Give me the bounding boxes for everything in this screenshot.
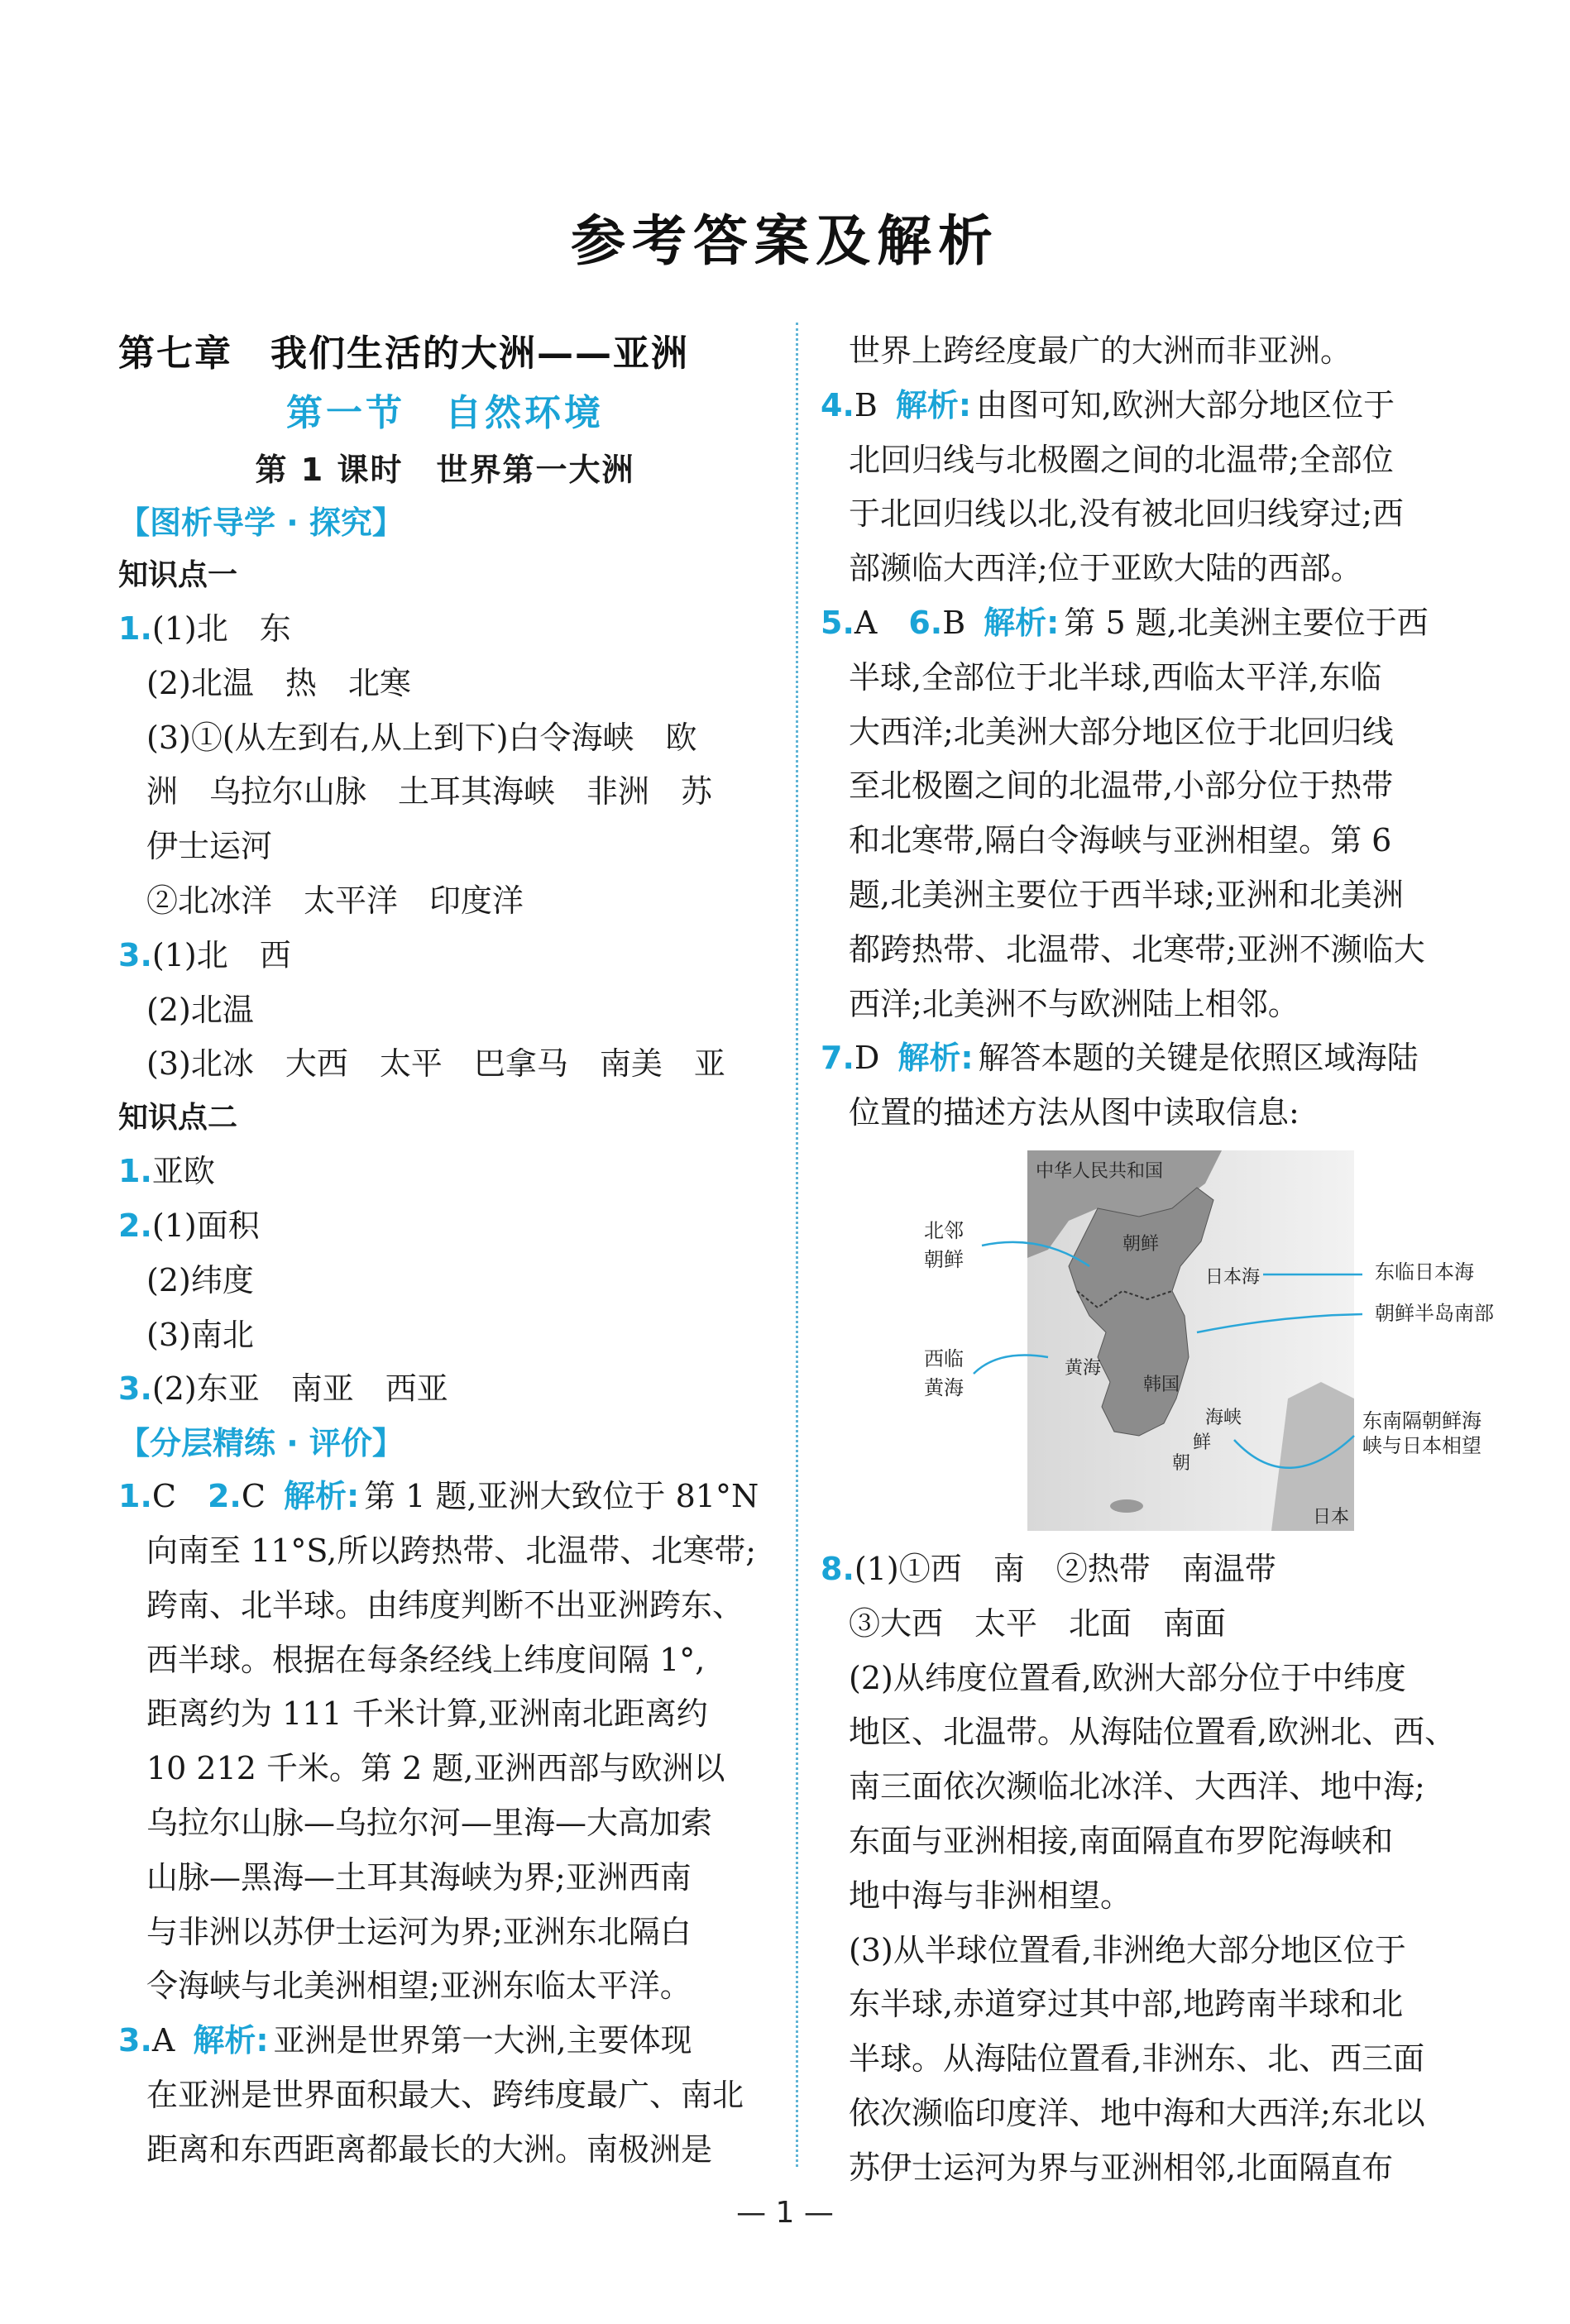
question-number: 4. <box>821 386 854 423</box>
choice-letter: C <box>241 1478 266 1515</box>
lesson-heading: 第 1 课时 世界第一大洲 <box>255 452 635 488</box>
choice-letter: B <box>942 604 966 641</box>
answer-item <box>118 1145 772 1199</box>
ann-east: 东临日本海 <box>1375 1260 1474 1284</box>
answer-line: 位置的描述方法从图中读取信息: <box>849 1094 1300 1131</box>
answer-line: 东面与亚洲相接,南面隔直布罗陀海峡和 <box>849 1822 1394 1859</box>
left-column <box>118 324 772 2178</box>
answer-line: 跨南、北半球。由纬度判断不出亚洲跨东、 <box>146 1586 744 1623</box>
answer-line: 部濒临大西洋;位于亚欧大陆的西部。 <box>849 550 1362 587</box>
knowledge-point-heading: 知识点二 <box>118 1101 238 1136</box>
choice-answer <box>118 2014 772 2068</box>
analysis-label: 解析: <box>193 2022 269 2059</box>
ann-west-2: 黄海 <box>924 1375 964 1399</box>
item-number: 8. <box>821 1550 854 1587</box>
item-number: 3. <box>118 936 152 973</box>
korea-map <box>924 1150 1503 1531</box>
choice-letter: C <box>151 1478 176 1515</box>
answer-line: (3)南北 <box>146 1316 254 1353</box>
item-number: 2. <box>118 1207 152 1244</box>
answer-line: 南三面依次濒临北冰洋、大西洋、地中海; <box>849 1768 1425 1805</box>
choice-letter: B <box>854 386 878 423</box>
section-heading: 第一节 自然环境 <box>286 392 604 434</box>
analysis-text: 解答本题的关键是依照区域海陆 <box>978 1040 1419 1077</box>
question-number: 1. <box>118 1478 152 1515</box>
subsection-heading: 【分层精练 · 评价】 <box>118 1425 404 1462</box>
analysis-text: 第 1 题,亚洲大致位于 81°N <box>364 1478 759 1515</box>
answer-line: (2)纬度 <box>146 1261 254 1298</box>
ann-north-2: 朝鲜 <box>924 1247 964 1271</box>
question-number: 2. <box>207 1478 242 1515</box>
item-text: (1)北 东 <box>151 610 291 647</box>
choice-answer <box>821 379 1459 433</box>
ann-west-1: 西临 <box>924 1346 964 1370</box>
answer-line: ②北冰洋 太平洋 印度洋 <box>146 882 524 919</box>
left-answer-list <box>118 496 772 2178</box>
analysis-label: 解析: <box>897 1040 974 1077</box>
answer-line: 于北回归线以北,没有被北回归线穿过;西 <box>849 495 1404 533</box>
item-text: 亚欧 <box>151 1153 215 1190</box>
answer-line: 地区、北温带。从海陆位置看,欧洲北、西、 <box>849 1714 1457 1751</box>
choice-answer <box>118 1470 772 1524</box>
page-title: 参考答案及解析 <box>571 209 999 273</box>
answer-item <box>118 1362 772 1417</box>
question-number: 7. <box>821 1040 854 1077</box>
column-divider <box>796 323 798 2167</box>
right-column <box>821 324 1494 2196</box>
answer-line: (3)①(从左到右,从上到下)白令海峡 欧 <box>146 719 697 756</box>
ann-north-1: 北邻 <box>924 1218 964 1242</box>
ann-south: 朝鲜半岛南部 <box>1375 1301 1494 1325</box>
answer-line: 与非洲以苏伊士运河为界;亚洲东北隔白 <box>146 1913 692 1950</box>
answer-line: 北回归线与北极圈之间的北温带;全部位 <box>849 441 1394 478</box>
answer-line: 题,北美洲主要位于西半球;亚洲和北美洲 <box>849 876 1404 913</box>
answer-line: (2)从纬度位置看,欧洲大部分位于中纬度 <box>849 1659 1406 1696</box>
choice-letter: A <box>151 2022 175 2059</box>
answer-line: 乌拉尔山脉—乌拉尔河—里海—大高加索 <box>146 1804 713 1841</box>
answer-line: ③大西 太平 北面 南面 <box>849 1604 1227 1642</box>
answer-line: 距离和东西距离都最长的大洲。南极洲是 <box>146 2130 713 2168</box>
answer-line: 大西洋;北美洲大部分地区位于北回归线 <box>849 713 1394 750</box>
korea-strait-label-1: 朝 <box>1172 1452 1191 1474</box>
ann-se-1: 东南隔朝鲜海 <box>1362 1408 1481 1432</box>
analysis-text: 由图可知,欧洲大部分地区位于 <box>976 386 1395 423</box>
answer-item <box>118 1199 772 1254</box>
south-korea-label: 韩国 <box>1143 1374 1180 1395</box>
chapter-heading: 第七章 我们生活的大洲——亚洲 <box>118 332 689 375</box>
answer-line: 世界上跨经度最广的大洲而非亚洲。 <box>849 332 1352 369</box>
item-number: 3. <box>118 1370 152 1408</box>
answer-line: 半球。从海陆位置看,非洲东、北、西三面 <box>849 2040 1425 2078</box>
answer-line: 地中海与非洲相望。 <box>849 1877 1132 1914</box>
answer-line: 向南至 11°S,所以跨热带、北温带、北寒带; <box>146 1532 756 1569</box>
question-number: 3. <box>118 2022 152 2059</box>
subsection-heading: 【图析导学 · 探究】 <box>118 504 404 541</box>
sea-of-japan-label: 日本海 <box>1205 1266 1261 1288</box>
answer-line: 半球,全部位于北半球,西临太平洋,东临 <box>849 658 1382 696</box>
answer-line: 令海峡与北美洲相望;亚洲东临太平洋。 <box>146 1968 692 2005</box>
answer-line: 依次濒临印度洋、地中海和大西洋;东北以 <box>849 2094 1425 2131</box>
analysis-label: 解析: <box>895 386 972 423</box>
answer-line: 和北寒带,隔白令海峡与亚洲相望。第 6 <box>849 822 1392 859</box>
analysis-label: 解析: <box>283 1478 360 1515</box>
question-number: 6. <box>908 604 943 641</box>
answer-line: 东半球,赤道穿过其中部,地跨南半球和北 <box>849 1986 1404 2023</box>
japan-label: 日本 <box>1313 1506 1350 1528</box>
north-korea-label: 朝鲜 <box>1122 1233 1160 1255</box>
answer-line: (3)北冰 大西 太平 巴拿马 南美 亚 <box>146 1045 725 1083</box>
answer-line: 苏伊士运河为界与亚洲相邻,北面隔直布 <box>849 2149 1394 2186</box>
question-number: 5. <box>821 604 854 641</box>
choice-letter: A <box>854 604 878 641</box>
china-label: 中华人民共和国 <box>1036 1160 1164 1182</box>
answer-line: 10 212 千米。第 2 题,亚洲西部与欧洲以 <box>146 1750 725 1787</box>
item-number: 1. <box>118 610 152 647</box>
korea-strait-label-2: 鲜 <box>1193 1432 1212 1453</box>
answer-line: 伊士运河 <box>146 828 273 865</box>
answer-item <box>118 929 772 983</box>
choice-answer <box>821 596 1459 651</box>
answer-item <box>118 602 772 657</box>
choice-letter: D <box>854 1040 880 1077</box>
answer-line: 距离约为 111 千米计算,亚洲南北距离约 <box>146 1695 708 1733</box>
answer-line: 至北极圈之间的北温带,小部分位于热带 <box>849 767 1394 805</box>
answer-line: (2)北温 <box>146 991 254 1028</box>
strait-label: 海峡 <box>1205 1407 1242 1428</box>
knowledge-point-heading: 知识点一 <box>118 558 238 592</box>
answer-line: 西洋;北美洲不与欧洲陆上相邻。 <box>849 985 1300 1022</box>
analysis-text: 第 5 题,北美洲主要位于西 <box>1064 604 1429 641</box>
answer-line: 在亚洲是世界面积最大、跨纬度最广、南北 <box>146 2076 744 2113</box>
item-text: (1)北 西 <box>151 936 291 973</box>
right-answer-list-bottom <box>821 1542 1459 2196</box>
answer-line: 西半球。根据在每条经线上纬度间隔 1°, <box>146 1641 706 1678</box>
item-number: 1. <box>118 1153 152 1190</box>
item-text: (2)东亚 南亚 西亚 <box>151 1370 448 1408</box>
yellow-sea-label: 黄海 <box>1065 1357 1102 1379</box>
answer-line: 洲 乌拉尔山脉 土耳其海峡 非洲 苏 <box>146 773 713 811</box>
answer-line: 都跨热带、北温带、北寒带;亚洲不濒临大 <box>849 930 1425 968</box>
answer-item <box>821 1542 1459 1597</box>
answer-line: (3)从半球位置看,非洲绝大部分地区位于 <box>849 1931 1406 1968</box>
analysis-label: 解析: <box>984 604 1060 641</box>
right-answer-list-top <box>821 324 1459 1140</box>
answer-line: (2)北温 热 北寒 <box>146 664 411 701</box>
item-text: (1)①西 南 ②热带 南温带 <box>854 1550 1276 1587</box>
answer-line: 山脉—黑海—土耳其海峡为界;亚洲西南 <box>146 1858 692 1896</box>
korea-map-figure <box>924 1150 1503 1531</box>
item-text: (1)面积 <box>151 1207 260 1244</box>
analysis-text: 亚洲是世界第一大洲,主要体现 <box>273 2022 692 2059</box>
ann-se-2: 峡与日本相望 <box>1362 1433 1481 1457</box>
jeju-island <box>1110 1499 1143 1513</box>
choice-answer <box>821 1031 1459 1086</box>
page-number: — 1 — <box>736 2196 834 2230</box>
